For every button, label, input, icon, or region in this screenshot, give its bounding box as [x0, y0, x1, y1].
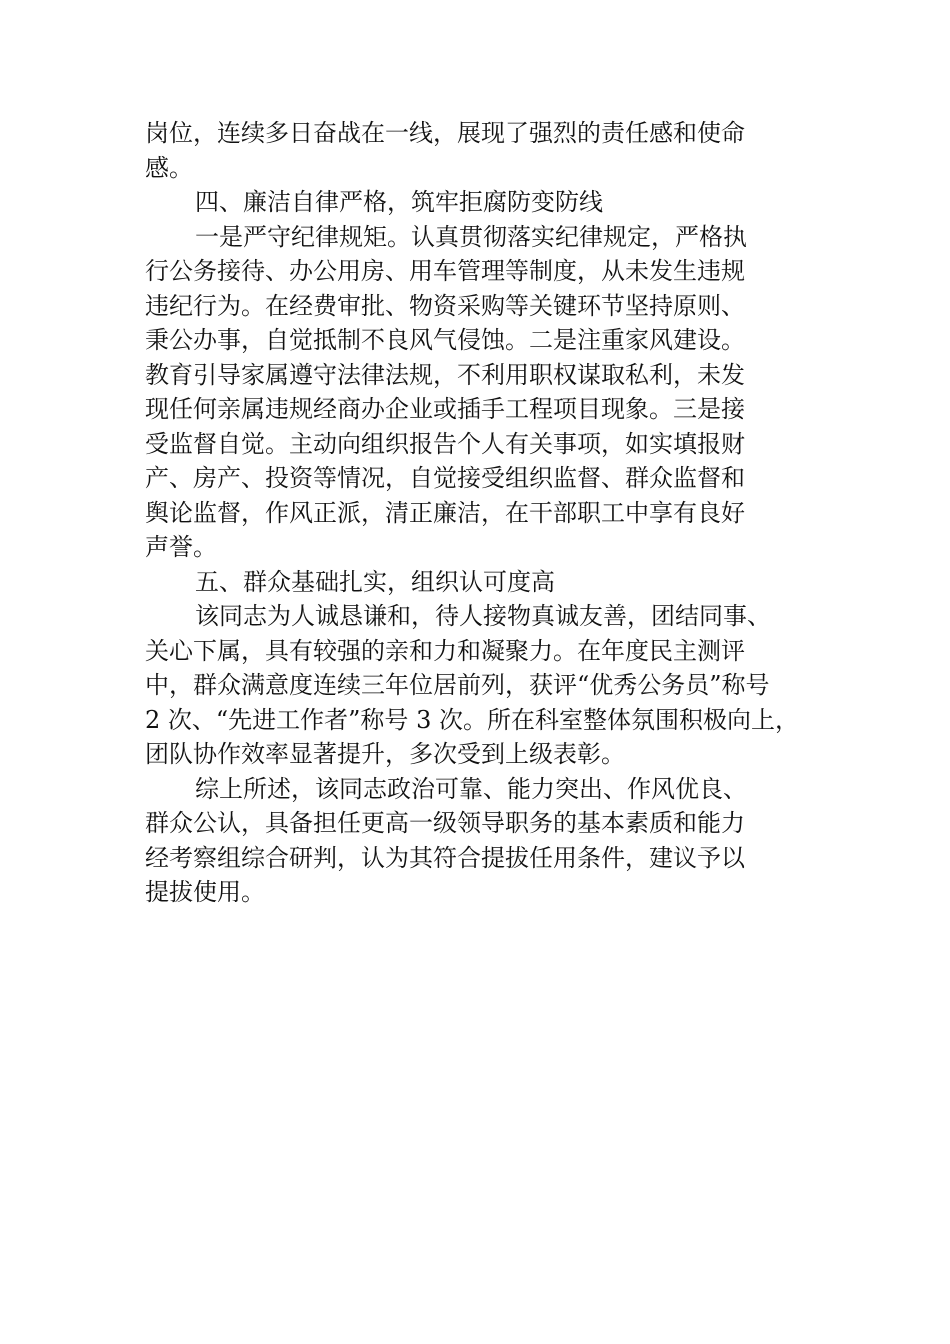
- paragraph-start-line: 综上所述，该同志政治可靠、能力突出、作风优良、: [195, 774, 747, 803]
- document-body: [145, 116, 835, 910]
- body-line: 受监督自觉。主动向组织报告个人有关事项，如实填报财: [145, 429, 745, 458]
- body-line: 关心下属，具有较强的亲和力和凝聚力。在年度民主测评: [145, 636, 745, 665]
- body-line: 教育引导家属遵守法律法规，不利用职权谋取私利，未发: [145, 360, 745, 389]
- body-line: 经考察组综合研判，认为其符合提拔任用条件，建议予以: [145, 843, 745, 872]
- body-line: 提拔使用。: [145, 878, 265, 906]
- paragraph-start-line: 一是严守纪律规矩。认真贯彻落实纪律规定，严格执: [195, 222, 747, 251]
- body-line: 感。: [145, 153, 193, 182]
- paragraph-start-line: 该同志为人诚恳谦和，待人接物真诚友善，团结同事、: [195, 602, 771, 630]
- body-line: 违纪行为。在经费审批、物资采购等关键环节坚持原则、: [145, 291, 745, 320]
- body-line: 现任何亲属违规经商办企业或插手工程项目现象。三是接: [145, 395, 745, 423]
- body-line: 中，群众满意度连续三年位居前列，获评“优秀公务员”称号: [145, 671, 770, 699]
- body-line: 舆论监督，作风正派，清正廉洁，在干部职工中享有良好: [145, 498, 745, 527]
- body-line: 2 次、“先进工作者”称号 3 次。所在科室整体氛围积极向上，: [145, 705, 799, 734]
- body-line: 产、房产、投资等情况，自觉接受组织监督、群众监督和: [145, 464, 745, 492]
- section-heading-5: 五、群众基础扎实，组织认可度高: [195, 567, 555, 596]
- body-line: 岗位，连续多日奋战在一线，展现了强烈的责任感和使命: [145, 119, 745, 147]
- body-line: 声誉。: [145, 533, 217, 561]
- body-line: 团队协作效率显著提升，多次受到上级表彰。: [145, 740, 625, 768]
- body-line: 行公务接待、办公用房、用车管理等制度，从未发生违规: [145, 257, 745, 285]
- body-line: 群众公认，具备担任更高一级领导职务的基本素质和能力: [145, 809, 745, 837]
- body-line: 秉公办事，自觉抵制不良风气侵蚀。二是注重家风建设。: [145, 326, 745, 354]
- section-heading-4: 四、廉洁自律严格，筑牢拒腐防变防线: [195, 188, 603, 216]
